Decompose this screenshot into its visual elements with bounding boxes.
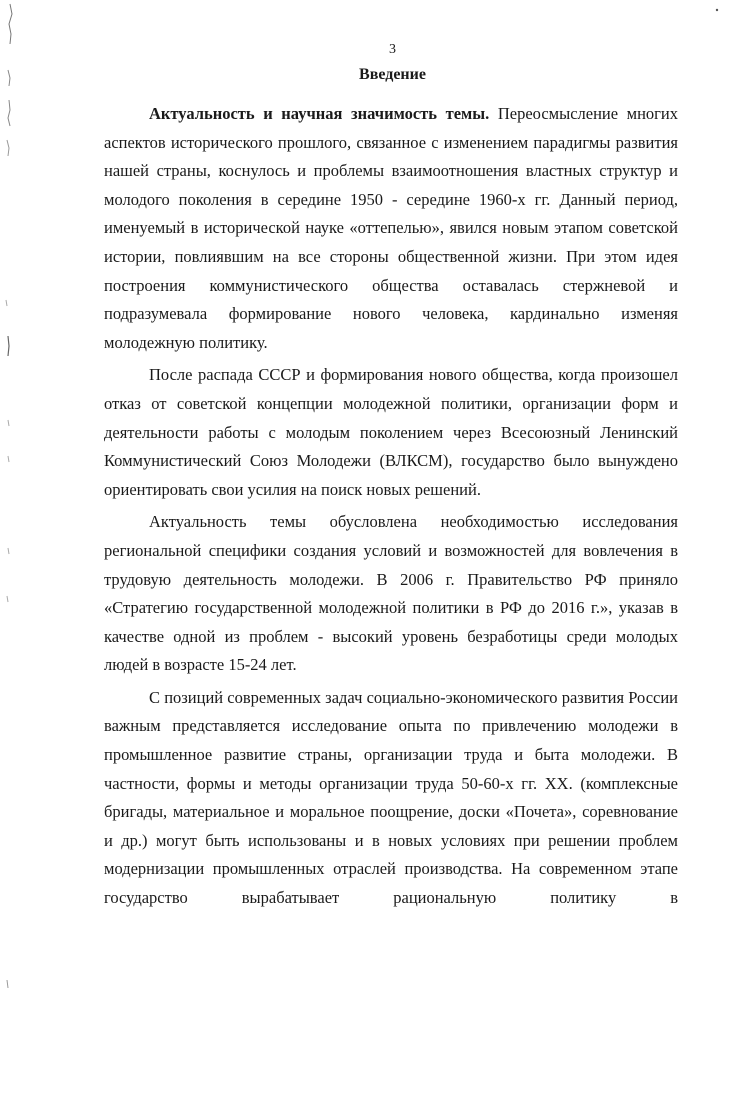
paragraph-2: После распада СССР и формирования нового общества, когда произошел отказ от советской концепции молодежной политики, организации форм и деятельности работы с молодым поколением через Всесоюзный Ленинский Коммунистический Союз Молодежи (ВЛКСМ), государство было вынуждено ориентировать свои усилия на поиск новых решений. <box>104 365 678 499</box>
scan-margin-marks <box>0 0 30 1100</box>
paragraph-text: Переосмысление многих аспектов исторического прошлого, связанное с изменением парадигмы развития нашей страны, коснулось и проблемы взаимоотношения властных структур и молодого поколения в середине 1950 - середине 1960-х гг. Данный период, именуемый в исторической науке «оттепелью», явился новым этапом советской истории, повлиявшим на все стороны общественной жизни. При этом идея построения коммунистического общества оставалась стержневой и подразумевала формирование нового человека, кардинально изменяя молодежную политику. <box>104 104 679 352</box>
body-text <box>104 100 678 917</box>
paragraph-lead: Актуальность и научная значимость темы. <box>149 104 490 123</box>
paragraph-4: С позиций современных задач социально-экономического развития России важным представляется исследование опыта по привлечению молодежи в промышленное развитие страны, организации труда и быта молодежи. В частности, формы и методы организации труда 50-60-х гг. XX. (комплексные бригады, материальное и моральное поощрение, доски «Почета», соревнование и др.) могут быть использованы и в новых условиях при решении проблем модернизации промышленных отраслей производства. На современном этапе государство вырабатывает рациональную политику в <box>104 687 678 908</box>
scan-corner-mark <box>715 8 719 12</box>
section-heading: Введение <box>359 66 426 83</box>
page-number: 3 <box>389 42 396 57</box>
paragraph-3: Актуальность темы обусловлена необходимостью исследования региональной специфики создания условий и возможностей для вовлечения в трудовую деятельность молодежи. В 2006 г. Правительство РФ приняло «Стратегию государственной молодежной политики в РФ до 2016 г.», указав в качестве одной из проблем - высокий уровень безработицы среди молодых людей в возрасте 15-24 лет. <box>104 512 678 675</box>
paragraph-1 <box>104 100 678 357</box>
